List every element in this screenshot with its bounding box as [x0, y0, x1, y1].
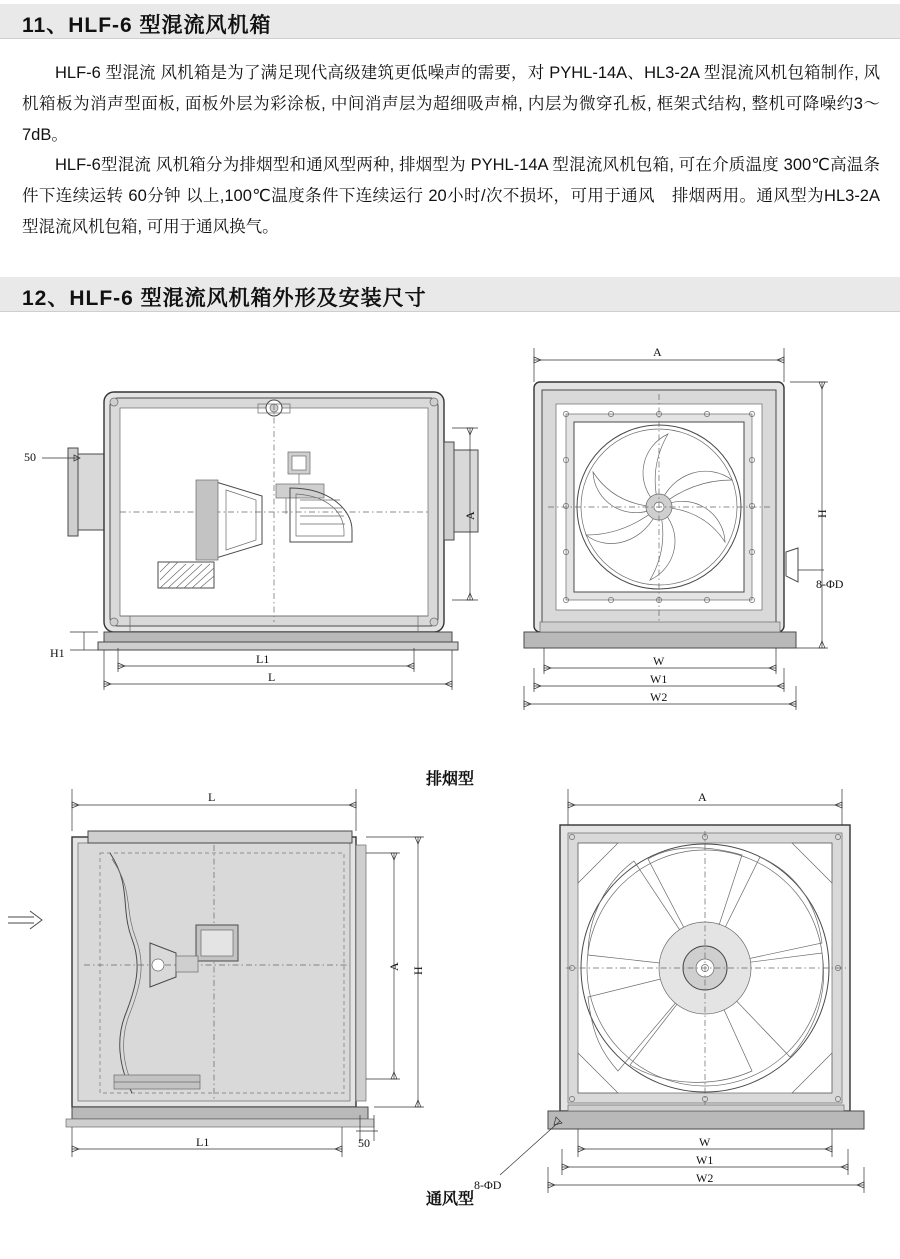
dim-label-8-phi-d: 8-ΦD — [816, 577, 844, 591]
dim-label-w-bottom: W — [699, 1135, 711, 1149]
dim-label-8-phi-d-bottom: 8-ΦD — [474, 1178, 502, 1192]
figure-caption-exhaust: 排烟型 — [425, 771, 474, 788]
figure-caption-ventilation: 通风型 — [425, 1191, 474, 1208]
dim-label-w1-bottom: W1 — [696, 1153, 714, 1167]
section-heading-11-text: 11、HLF-6 型混流风机箱 — [22, 14, 272, 37]
dim-label-50-bottom: 50 — [358, 1136, 370, 1150]
dim-label-a-front-bottom: A — [698, 790, 707, 804]
section-heading-12-text: 12、HLF-6 型混流风机箱外形及安装尺寸 — [22, 287, 427, 310]
dim-label-a-bottom: A — [387, 962, 401, 971]
exhaust-side-view — [68, 392, 478, 650]
figure-exhaust-type — [0, 330, 900, 770]
dim-label-h1: H1 — [50, 646, 65, 660]
paragraph-1: HLF-6 型混流 风机箱是为了满足现代高级建筑更低噪声的需要，对 PYHL-14A、HL3-2A 型混流风机包箱制作, 风机箱板为消声型面板, 面板外层为彩涂板, 中间消声层为超细吸声棉, 内层为微穿孔板, 框架式结构, 整机可降噪约3～7dB。 — [22, 64, 880, 144]
airflow-arrow-icon — [8, 911, 42, 929]
dim-label-l1: L1 — [256, 652, 270, 666]
dim-label-h-front: H — [815, 509, 829, 518]
dim-label-h-bottom: H — [411, 966, 425, 975]
dim-label-w2: W2 — [650, 690, 668, 704]
dim-label-l-bottom: L — [208, 790, 216, 804]
exhaust-front-view — [524, 382, 798, 648]
ventilation-front-view — [548, 825, 864, 1129]
dim-label-50-top: 50 — [24, 450, 36, 464]
paragraph-2: HLF-6型混流 风机箱分为排烟型和通风型两种, 排烟型为 PYHL-14A 型混流风机包箱, 可在介质温度 300℃高温条件下连续运转 60分钟 以上,100℃温度条件下连续运行 20小时/次不损坏，可用于通风 排烟两用。通风型为HL3-2A 型混流风机包箱, 可用于通风换气。 — [22, 156, 880, 236]
dim-label-a-front: A — [653, 345, 662, 359]
dim-label-a-side: A — [463, 511, 477, 520]
section-heading-12 — [0, 277, 900, 312]
dim-label-l1-bottom: L1 — [196, 1135, 210, 1149]
figure-exhaust-svg — [0, 330, 900, 770]
dim-label-w: W — [653, 654, 665, 668]
dim-label-l: L — [268, 670, 276, 684]
figure-ventilation-svg — [0, 775, 900, 1215]
section-heading-11 — [0, 4, 900, 39]
dim-label-w2-bottom: W2 — [696, 1171, 714, 1185]
figure-ventilation-type — [0, 775, 900, 1215]
dim-label-w1: W1 — [650, 672, 668, 686]
ventilation-side-view — [8, 831, 374, 1127]
